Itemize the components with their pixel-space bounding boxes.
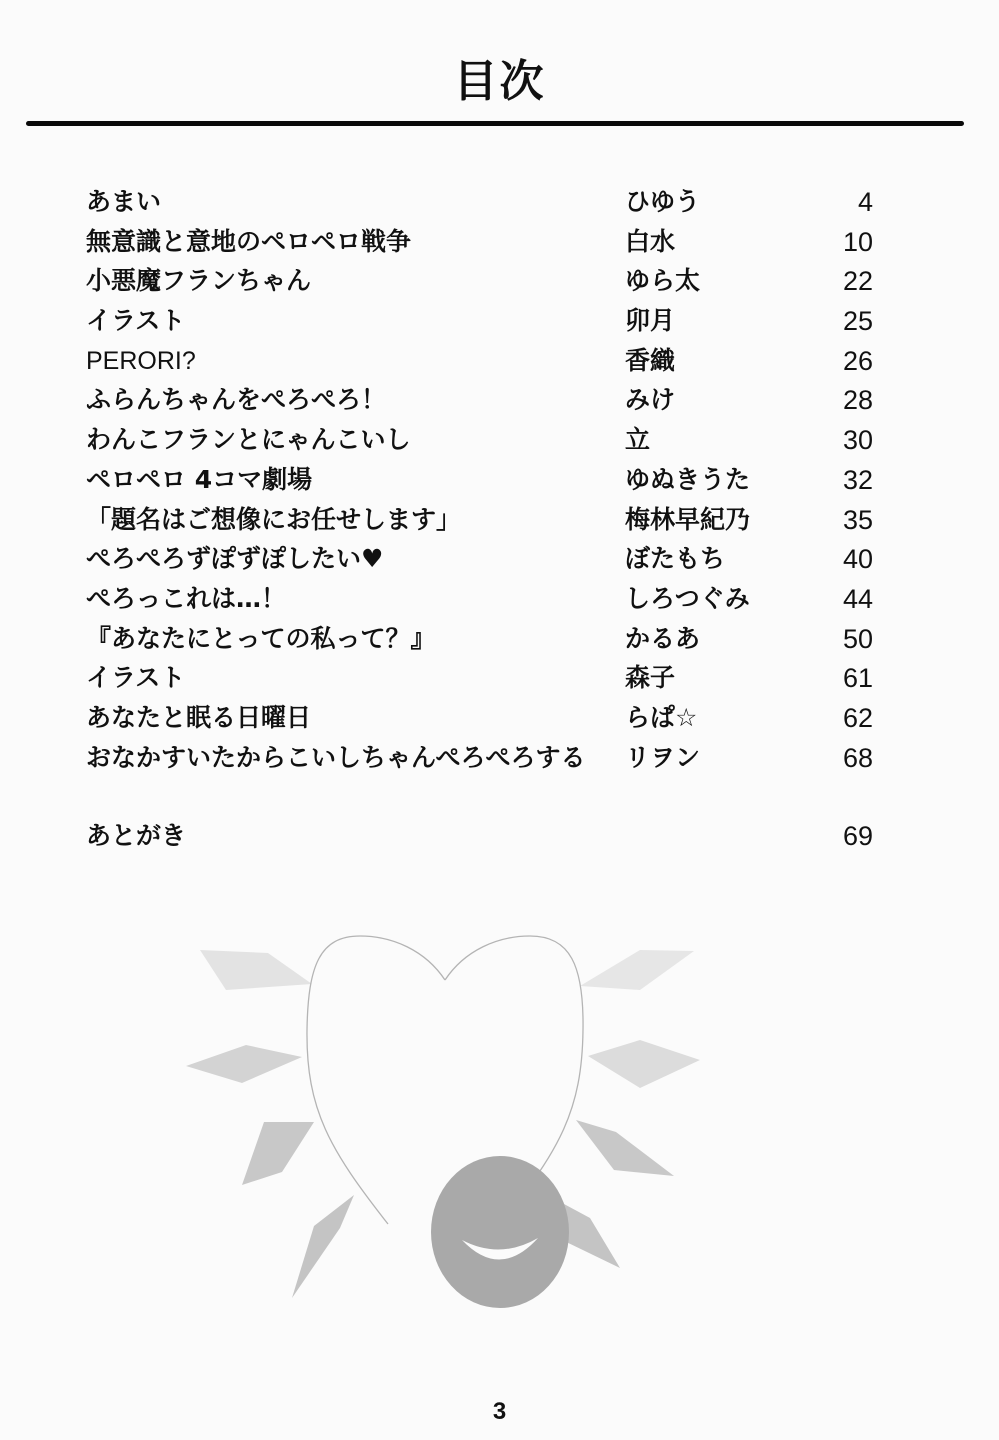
toc-entry — [0, 738, 999, 778]
toc-entry-author: リヲン — [625, 742, 701, 772]
toc-entry-title: おなかすいたからこいしちゃんぺろぺろする — [86, 742, 586, 772]
toc-entry — [0, 500, 999, 540]
toc-entry-title: 小悪魔フランちゃん — [86, 266, 312, 296]
toc-entry-title: 「題名はご想像にお任せします」 — [86, 504, 462, 534]
toc-entry-page: 4 — [857, 187, 873, 217]
toc-entry — [0, 222, 999, 262]
toc-entry-author: 森子 — [625, 663, 676, 693]
smiling-circle-icon — [431, 1156, 569, 1308]
toc-entry-page: 50 — [842, 623, 873, 654]
toc-entry-title: ぺろっこれは…！ — [86, 583, 287, 613]
toc-entry-title: イラスト — [86, 663, 186, 693]
toc-entry-page: 35 — [842, 504, 873, 535]
toc-entry-title: PERORI? — [86, 346, 196, 375]
toc-entry-page: 25 — [842, 306, 873, 337]
toc-entry — [0, 420, 999, 460]
toc-entry-page: 22 — [842, 266, 873, 297]
toc-entry-page: 28 — [842, 385, 873, 416]
toc-entry — [0, 341, 999, 381]
toc-entry-page: 26 — [842, 345, 873, 376]
toc-entry-title: ぺろぺろずぽずぽしたい♥ — [86, 544, 384, 574]
toc-entry — [0, 658, 999, 698]
afterword-title: あとがき — [86, 821, 187, 850]
toc-entry-page: 30 — [842, 425, 873, 456]
toc-entry-author: 梅林早紀乃 — [625, 504, 751, 534]
toc-entry — [0, 380, 999, 420]
toc-entry-page: 61 — [842, 663, 873, 694]
toc-entry-page: 68 — [842, 742, 873, 773]
toc-entry-title: ペロペロ 4コマ劇場 — [86, 464, 313, 494]
toc-entry-page: 62 — [842, 702, 873, 733]
toc-entry-author: かるあ — [625, 623, 701, 653]
title-divider — [26, 121, 964, 126]
toc-entry — [0, 261, 999, 301]
toc-entry-author: みけ — [625, 385, 676, 415]
toc-entry-page: 10 — [842, 226, 873, 257]
toc-entry — [0, 301, 999, 341]
toc-entry-author: ぼたもち — [625, 544, 726, 574]
toc-entry-title: イラスト — [86, 306, 186, 336]
toc-entry-author: ゆら太 — [625, 266, 701, 296]
heart-emblem-icon — [180, 920, 820, 1320]
page-number: 3 — [492, 1398, 507, 1425]
toc-entry-author: ゆぬきうた — [625, 464, 751, 494]
table-of-contents — [0, 182, 999, 777]
toc-entry-author: 卯月 — [625, 306, 676, 336]
toc-entry-title: あなたと眠る日曜日 — [86, 702, 312, 732]
toc-entry — [0, 460, 999, 500]
toc-entry — [0, 182, 999, 222]
toc-entry — [0, 539, 999, 579]
toc-entry-page: 40 — [842, 544, 873, 575]
page-title: 目次 — [453, 56, 546, 107]
toc-afterword-entry — [0, 816, 999, 856]
toc-entry-page: 44 — [842, 583, 873, 614]
toc-entry-page: 32 — [842, 464, 873, 495]
afterword-page: 69 — [842, 821, 873, 851]
toc-entry-title: あまい — [86, 187, 162, 216]
toc-entry — [0, 698, 999, 738]
toc-entry-author: しろつぐみ — [625, 583, 750, 613]
toc-entry — [0, 619, 999, 659]
toc-entry-author: 白水 — [625, 226, 676, 256]
toc-entry-author: 立 — [625, 425, 651, 455]
toc-entry-title: ふらんちゃんをぺろぺろ！ — [86, 385, 387, 415]
toc-entry-author: 香織 — [625, 345, 676, 375]
toc-entry-title: わんこフランとにゃんこいし — [86, 425, 411, 455]
toc-entry — [0, 579, 999, 619]
toc-entry-author: らぱ☆ — [625, 702, 698, 732]
toc-entry-title: 無意識と意地のペロペロ戦争 — [86, 226, 412, 256]
toc-entry-author: ひゆう — [625, 187, 701, 216]
toc-entry-title: 『あなたにとっての私って？』 — [86, 623, 436, 653]
